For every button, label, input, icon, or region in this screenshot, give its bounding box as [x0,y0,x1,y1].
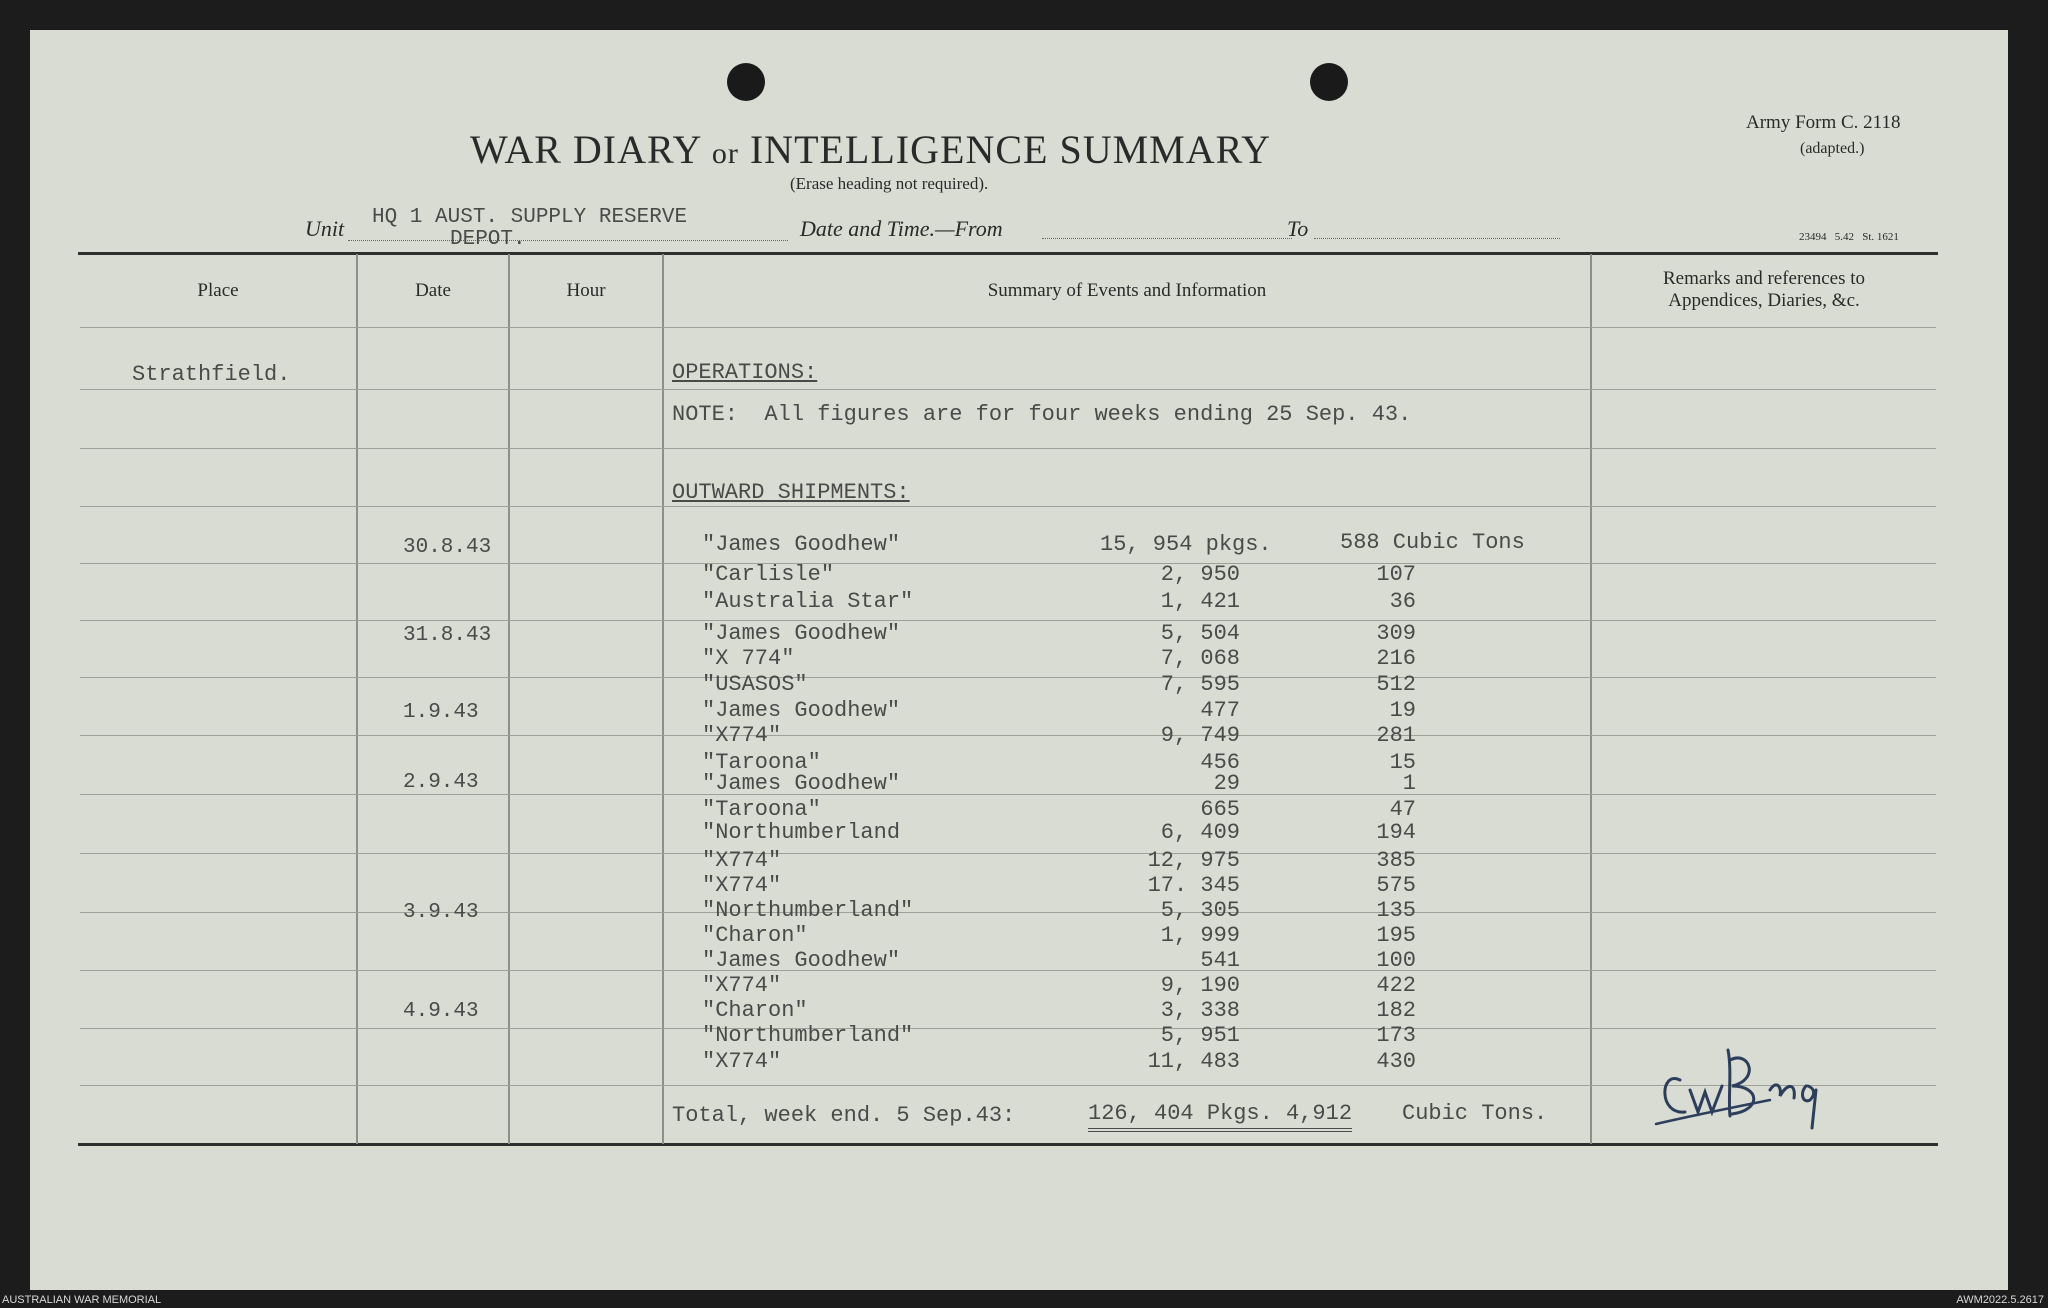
ship-name: "X774" [702,723,782,748]
cubic-tons: 430 [1376,1049,1416,1074]
ship-name: "James Goodhew" [702,948,901,973]
ship-name: "Charon" [702,923,808,948]
column-header-hour: Hour [566,280,606,301]
cubic-tons: 195 [1376,923,1416,948]
package-count: 5, 504 [1160,621,1240,646]
ship-name: "Northumberland" [702,898,914,923]
ruled-line [80,448,1936,449]
cubic-tons: 512 [1376,672,1416,697]
date-cell: 1.9.43 [403,701,479,724]
package-count: 12, 975 [1147,848,1240,873]
cubic-tons: 281 [1376,723,1416,748]
punch-hole-right [1310,63,1348,101]
package-count: 477 [1200,698,1240,723]
ruled-line [80,735,1936,736]
cubic-tons: 422 [1376,973,1416,998]
column-divider-summary [662,254,664,1144]
package-count: 7, 068 [1160,646,1240,671]
to-label: To [1287,216,1309,241]
package-count: 5, 951 [1160,1023,1240,1048]
column-divider-hour [508,254,510,1144]
ship-name: "X 774" [702,646,795,671]
package-count: 11, 483 [1147,1049,1240,1074]
total-label: Total, week end. 5 Sep.43: [672,1103,1016,1128]
package-count: 29 [1213,771,1240,796]
cubic-tons: 194 [1376,820,1416,845]
cubic-tons: 107 [1376,562,1416,587]
package-count: 9, 749 [1160,723,1240,748]
package-count: 9, 190 [1160,973,1240,998]
punch-hole-left [727,63,765,101]
ship-name: "Charon" [702,998,808,1023]
package-count: 1, 999 [1160,923,1240,948]
ship-name: "X774" [702,1049,782,1074]
ship-name: "Northumberland [702,820,901,845]
ruled-line [80,677,1936,678]
column-header-remarks-line1: Remarks and references to [1662,268,1866,289]
package-count: 17. 345 [1147,873,1240,898]
ruled-line [80,563,1936,564]
page-title [470,126,1271,173]
cubic-tons: 100 [1376,948,1416,973]
column-header-place: Place [197,280,239,301]
date-cell: 4.9.43 [403,1000,479,1023]
package-count: 665 [1200,797,1240,822]
package-count: 456 [1200,750,1240,775]
title-war-diary: WAR DIARY [470,127,701,172]
erase-note: (Erase heading not required). [790,174,989,193]
army-form-label: Army Form C. 2118 [1746,112,1901,133]
outward-shipments-heading: OUTWARD SHIPMENTS: [672,480,910,505]
total-value: 126, 404 Pkgs. 4,912 [1088,1101,1352,1132]
cubic-tons: 15 [1389,750,1416,775]
ruled-line [80,853,1936,854]
cubic-tons: 182 [1376,998,1416,1023]
adapted-label: (adapted.) [1800,140,1865,157]
ship-name: "James Goodhew" [702,532,901,557]
ship-name: "James Goodhew" [702,698,901,723]
unit-dotted-line [348,240,788,241]
date-cell: 31.8.43 [403,624,492,647]
date-time-label: Date and Time.—From [800,216,1003,241]
ruled-line [80,389,1936,390]
ruled-line [80,970,1936,971]
package-count: 6, 409 [1160,820,1240,845]
war-diary-page [30,30,2008,1290]
handwritten-signature [1650,1020,1840,1140]
column-header-date: Date [415,280,451,301]
ship-name: "X774" [702,973,782,998]
date-cell: 3.9.43 [403,901,479,924]
ship-name: "X774" [702,873,782,898]
ship-name: "James Goodhew" [702,771,901,796]
footer-accession-number: AWM2022.5.2617 [1956,1294,2044,1306]
cubic-tons: 385 [1376,848,1416,873]
ruled-line [80,506,1936,507]
ship-name: "Taroona" [702,797,821,822]
cubic-tons: 575 [1376,873,1416,898]
total-unit: Cubic Tons. [1402,1101,1548,1126]
date-cell: 2.9.43 [403,771,479,794]
from-dotted-line [1042,238,1292,239]
package-count: 541 [1200,948,1240,973]
cubic-tons: 36 [1389,589,1416,614]
unit-value-line1: HQ 1 AUST. SUPPLY RESERVE [372,206,688,229]
date-cell: 30.8.43 [403,536,492,559]
package-count: 5, 305 [1160,898,1240,923]
operations-heading: OPERATIONS: [672,360,818,385]
package-count: 7, 595 [1160,672,1240,697]
footer-credit: AUSTRALIAN WAR MEMORIAL [2,1294,162,1306]
ruled-line [80,794,1936,795]
package-count: 15, 954 pkgs. [1100,532,1272,557]
ruled-line [80,912,1936,913]
column-header-remarks-line2: Appendices, Diaries, &c. [1668,290,1860,311]
ruled-line [80,327,1936,328]
cubic-tons: 47 [1389,797,1416,822]
column-divider-remarks [1590,254,1592,1144]
cubic-tons: 309 [1376,621,1416,646]
place-cell: Strathfield. [132,362,291,387]
column-header-summary: Summary of Events and Information [987,280,1267,301]
ship-name: "USASOS" [702,672,808,697]
title-or: or [711,137,739,170]
ruled-line [80,620,1936,621]
cubic-tons: 173 [1376,1023,1416,1048]
package-count: 3, 338 [1160,998,1240,1023]
to-dotted-line [1314,238,1560,239]
unit-label: Unit [305,216,345,241]
cubic-tons: 216 [1376,646,1416,671]
cubic-tons: 135 [1376,898,1416,923]
title-intelligence-summary: INTELLIGENCE SUMMARY [749,127,1271,172]
package-count: 1, 421 [1160,589,1240,614]
package-count: 2, 950 [1160,562,1240,587]
column-divider-date [356,254,358,1144]
ship-name: "James Goodhew" [702,621,901,646]
ship-name: "Australia Star" [702,589,914,614]
cubic-tons: 1 [1402,771,1416,796]
ship-name: "Taroona" [702,750,821,775]
cubic-tons: 588 Cubic Tons [1340,530,1525,555]
ship-name: "X774" [702,848,782,873]
print-code: 23494 5.42 St. 1621 [1799,231,1899,243]
ship-name: "Carlisle" [702,562,835,587]
ship-name: "Northumberland" [702,1023,914,1048]
unit-value-line2: DEPOT. [450,228,526,251]
note-text: NOTE: All figures are for four weeks ending 25 Sep. 43. [672,402,1412,427]
cubic-tons: 19 [1389,698,1416,723]
